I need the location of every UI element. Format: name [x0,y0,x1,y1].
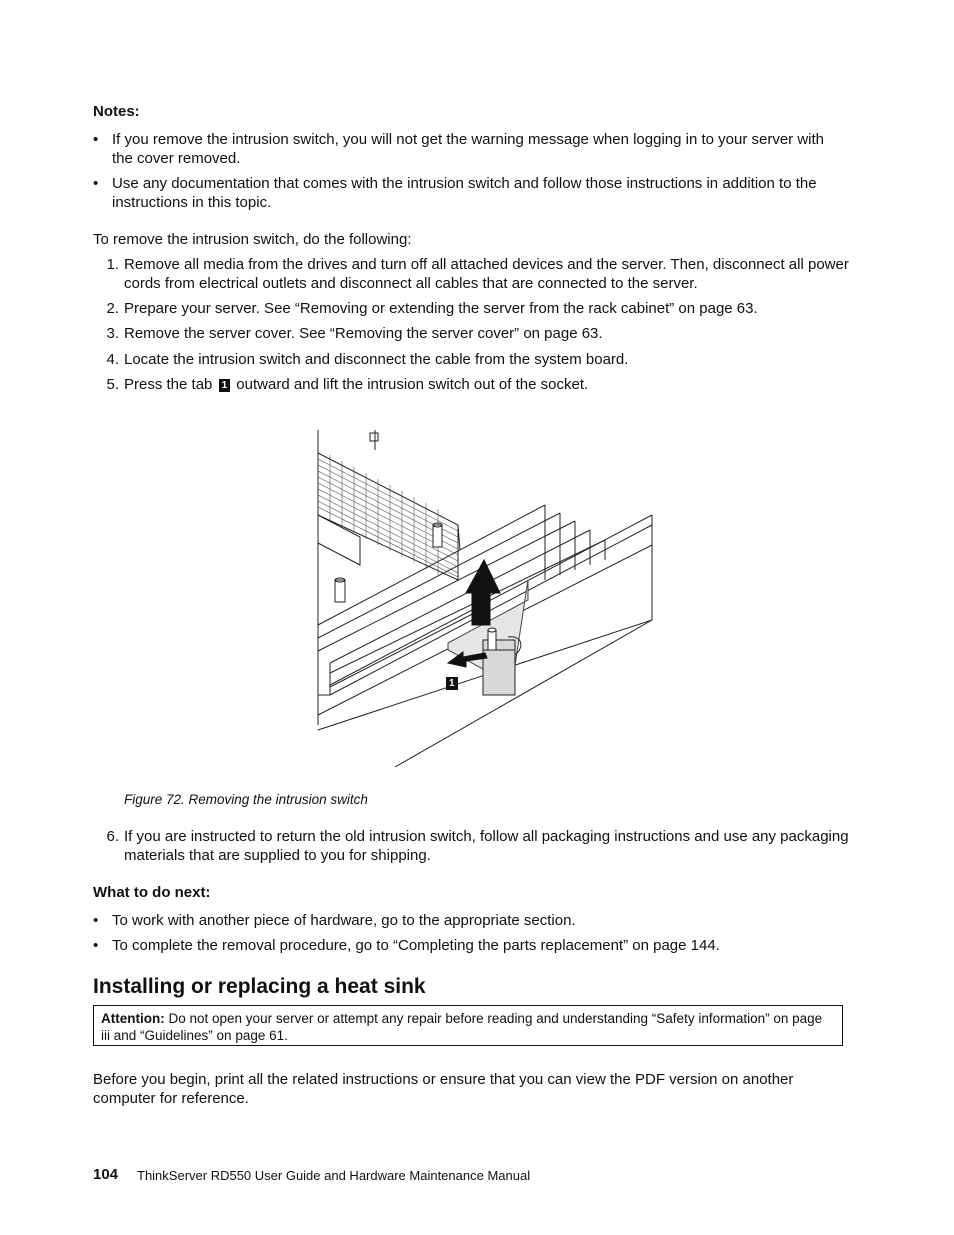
notes-heading: Notes: [93,103,140,120]
callout-badge: 1 [219,379,231,392]
attention-body: Do not open your server or attempt any repair before reading and understanding “Safety information” on page iii and “Guidelines” on page 61. [101,1011,823,1043]
page-number: 104 [93,1166,119,1183]
step5-text-before: Press the tab [124,376,213,393]
step-text: Remove the server cover. See “Removing the server cover” on page 63. [124,325,603,342]
manual-title: ThinkServer RD550 User Guide and Hardware Maintenance Manual [137,1168,531,1183]
step-text: Prepare your server. See “Removing or extending the server from the rack cabinet” on page 63. [124,300,758,317]
next-item: To complete the removal procedure, go to “Completing the parts replacement” on page 144. [112,937,720,954]
section-title: Installing or replacing a heat sink [93,975,426,998]
next-item: To work with another piece of hardware, go to the appropriate section. [112,912,576,929]
next-heading: What to do next: [93,884,211,901]
step-number: 6. [106,828,119,845]
bullet-dot: • [93,937,99,954]
before-you-begin-text: Before you begin, print all the related instructions or ensure that you can view the PDF version on another computer for reference. [93,1071,794,1107]
procedure-intro: To remove the intrusion switch, do the following: [93,231,412,248]
figure-callout-badge: 1 [446,677,458,690]
figure-caption: Figure 72. Removing the intrusion switch [124,792,368,807]
step5-text-after: outward and lift the intrusion switch out of the socket. [236,376,589,393]
step-number: 2. [106,300,119,317]
step-text: Remove all media from the drives and turn off all attached devices and the server. Then, disconnect all power cords from electrical outlets and disconnect all cables that are connected to the server. [124,256,849,292]
figure-intrusion-switch [300,425,660,770]
step-text [124,375,849,394]
step-number: 1. [106,256,119,273]
step-number: 4. [106,351,119,368]
step-number: 3. [106,325,119,342]
note-item: If you remove the intrusion switch, you will not get the warning message when logging in to your server with the cover removed. [112,131,825,167]
bullet-dot: • [93,131,99,148]
intrusion-switch-illustration [300,425,660,770]
attention-text [101,1010,826,1044]
bullet-dot: • [93,175,99,192]
attention-box [93,1005,843,1046]
step-text: Locate the intrusion switch and disconnect the cable from the system board. [124,351,629,368]
bullet-dot: • [93,912,99,929]
step-text: If you are instructed to return the old intrusion switch, follow all packaging instructions and use any packaging materials that are supplied to you for shipping. [124,828,849,864]
note-item: Use any documentation that comes with the intrusion switch and follow those instructions in addition to the instructions in this topic. [112,175,817,211]
attention-label: Attention: [101,1011,165,1026]
step-number: 5. [106,376,119,393]
